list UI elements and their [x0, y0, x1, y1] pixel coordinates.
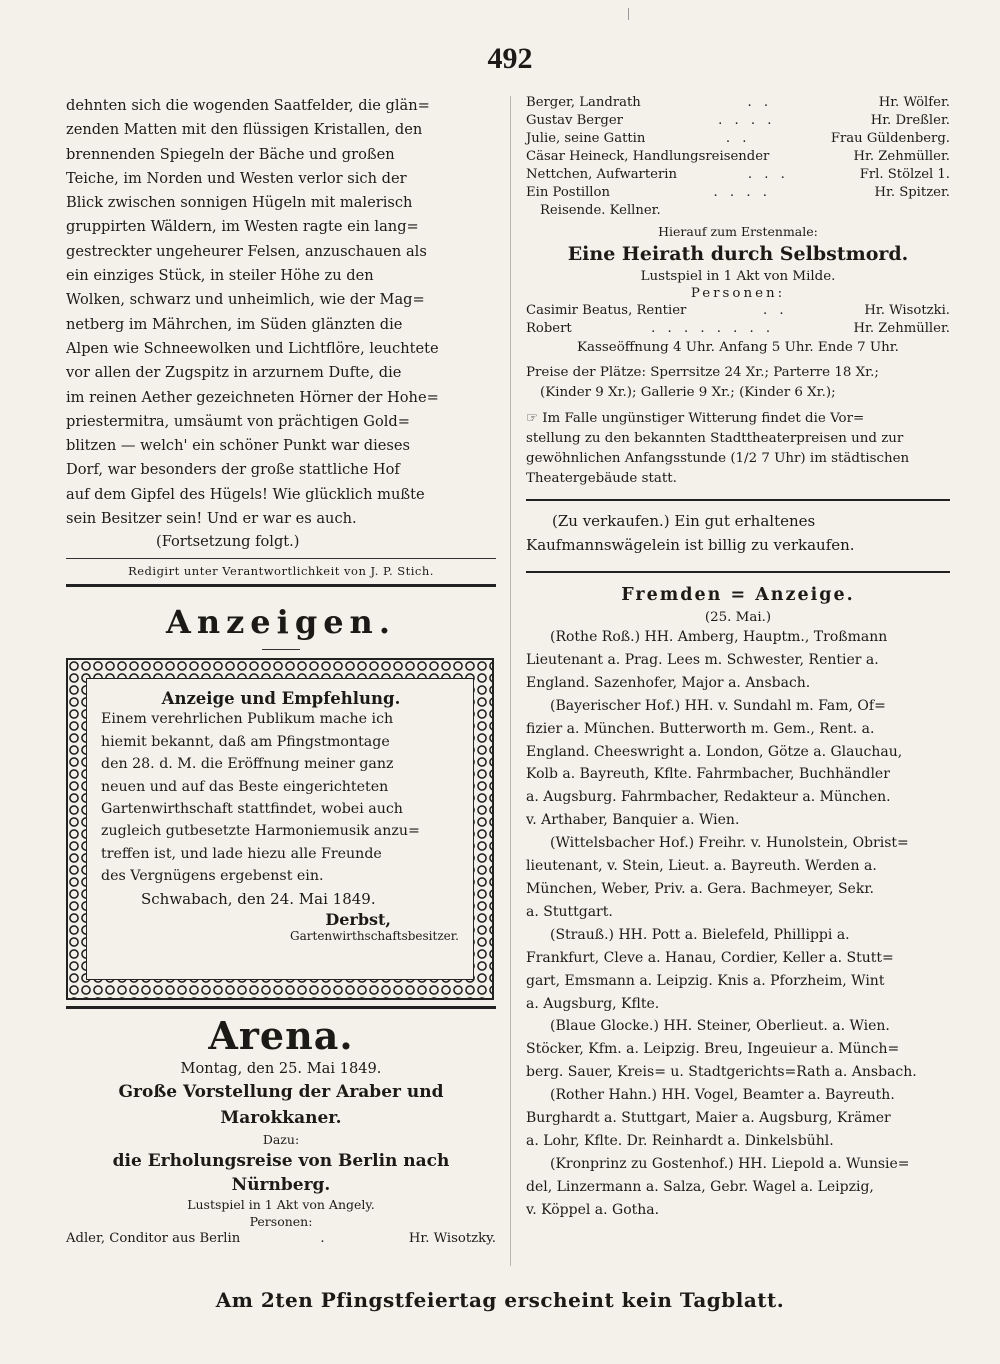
- cast-row: [526, 302, 950, 320]
- arena-date: Montag, den 25. Mai 1849.: [180, 1060, 382, 1078]
- fremden-title: Fremden = Anzeige.: [621, 585, 855, 605]
- weather-note-line: gewöhnlichen Anfangsstunde (1/2 7 Uhr) im städtischen: [526, 451, 910, 466]
- guest-line: (Strauß.) HH. Pott a. Bielefeld, Phillippi a.: [550, 926, 850, 943]
- leader-dots: . . . .: [718, 113, 776, 128]
- editor-note: Redigirt unter Verantwortlichkeit von J. P. Stich.: [66, 558, 496, 587]
- ad-box-content: [86, 678, 474, 980]
- guest-line: (Rother Hahn.) HH. Vogel, Beamter a. Bayreuth.: [550, 1087, 895, 1104]
- story-line: netberg im Mährchen, im Süden glänzten die: [66, 315, 403, 333]
- guest-line: v. Arthaber, Banquier a. Wien.: [526, 812, 740, 829]
- story-line: Teiche, im Norden und Westen verlor sich der: [66, 169, 407, 187]
- cast-row: [526, 166, 950, 184]
- ad-line: Gartenwirthschaft stattfindet, wobei auch: [101, 800, 403, 817]
- leader-dots: . .: [763, 303, 788, 318]
- section-divider: [526, 571, 950, 573]
- story-line: blitzen — welch' ein schöner Punkt war dieses: [66, 437, 411, 455]
- guest-line: (Bayerischer Hof.) HH. v. Sundahl m. Fam, Of=: [550, 697, 886, 714]
- cast-row: [526, 184, 950, 202]
- leader-dots: [769, 148, 853, 166]
- ad-signature: Derbst,: [325, 909, 391, 929]
- ad-line: Einem verehrlichen Publikum mache ich: [101, 711, 394, 728]
- arena-headline: Große Vorstellung der Araber und: [118, 1082, 444, 1103]
- column-divider: [510, 96, 511, 1266]
- cast-role: Berger, Landrath: [526, 95, 641, 110]
- story-line: gruppirten Wäldern, im Westen ragte ein lang=: [66, 218, 419, 236]
- ad-line: hiemit bekannt, daß am Pfingstmontage: [101, 733, 390, 750]
- prices-line: (Kinder 9 Xr.); Gallerie 9 Xr.; (Kinder 6 Xr.);: [540, 385, 836, 400]
- story-line: Alpen wie Schneewolken und Lichtflöre, leuchtete: [66, 339, 439, 357]
- story-line: priestermitra, umsäumt von prächtigen Gold=: [66, 412, 410, 430]
- right-column: [526, 94, 950, 1222]
- fremden-date: (25. Mai.): [704, 610, 772, 625]
- story-line: dehnten sich die wogenden Saatfelder, die glän=: [66, 97, 430, 114]
- cast-role: Robert: [526, 321, 572, 336]
- guest-line: (Kronprinz zu Gostenhof.) HH. Liepold a. Wunsie=: [550, 1155, 910, 1172]
- ad-line: des Vergnügens ergebenst ein.: [101, 868, 324, 885]
- cast-actor: Hr. Zehmüller.: [853, 321, 950, 336]
- guest-line: v. Köppel a. Gotha.: [526, 1201, 660, 1218]
- guest-line: berg. Sauer, Kreis= u. Stadtgerichts=Rath a. Ansbach.: [526, 1064, 917, 1081]
- story-line: sein Besitzer sein! Und er war es auch.: [66, 510, 357, 528]
- arena-play-title-cont: Nürnberg.: [231, 1175, 331, 1196]
- guest-line: a. Lohr, Kflte. Dr. Reinhardt a. Dinkelsbühl.: [526, 1132, 834, 1149]
- leader-dots: . . . .: [713, 185, 771, 200]
- guest-line: del, Linzermann a. Salza, Gebr. Wagel a. Leipzig,: [526, 1178, 874, 1195]
- weather-note-line: Theatergebäude statt.: [526, 471, 677, 486]
- guest-line: Lieutenant a. Prag. Lees m. Schwester, Rentier a.: [526, 651, 879, 668]
- cast-actor: Hr. Wisotzki.: [864, 303, 950, 318]
- personen-label: Personen:: [690, 286, 786, 301]
- cast-role: Julie, seine Gattin: [526, 131, 646, 146]
- ad-line: den 28. d. M. die Eröffnung meiner ganz: [101, 756, 394, 773]
- guest-line: a. Augsburg. Fahrmbacher, Redakteur a. München.: [526, 789, 891, 806]
- story-line: brennenden Spiegeln der Bäche und großen: [66, 145, 395, 163]
- story-line: Dorf, war besonders der große stattliche Hof: [66, 461, 400, 479]
- leader-dots: .: [320, 1231, 329, 1247]
- ad-heading: Anzeige und Empfehlung.: [161, 689, 401, 709]
- ad-line: treffen ist, und lade hiezu alle Freunde: [101, 845, 382, 862]
- sale-line: (Zu verkaufen.) Ein gut erhaltenes: [552, 512, 816, 530]
- section-divider: [66, 1006, 496, 1009]
- guest-line: Frankfurt, Cleve a. Hanau, Cordier, Keller a. Stutt=: [526, 949, 894, 966]
- ad-place-date: Schwabach, den 24. Mai 1849.: [141, 889, 376, 908]
- cast-actor: Hr. Zehmüller.: [853, 149, 950, 164]
- leader-dots: . .: [725, 131, 751, 146]
- cast-role: Adler, Conditor aus Berlin: [66, 1231, 241, 1247]
- ads-section-title: Anzeigen.: [166, 603, 396, 642]
- arena-headline-cont: Marokkaner.: [220, 1108, 342, 1129]
- continuation-note: (Fortsetzung folgt.): [156, 533, 300, 551]
- weather-note-line: ☞ Im Falle ungünstiger Witterung findet die Vor=: [526, 411, 865, 426]
- cast-role: Ein Postillon: [526, 185, 610, 200]
- guest-line: München, Weber, Priv. a. Gera. Bachmeyer, Sekr.: [526, 880, 874, 897]
- weather-note-line: stellung zu den bekannten Stadttheaterpreisen und zur: [526, 431, 904, 446]
- guest-line: England. Cheeswright a. London, Götze a. Glauchau,: [526, 743, 903, 760]
- ad-line: neuen und auf das Beste eingerichteten: [101, 778, 389, 795]
- leader-dots: . .: [747, 95, 773, 110]
- cast-row: [526, 148, 950, 166]
- section-divider: [526, 499, 950, 501]
- play-title: Eine Heirath durch Selbstmord.: [567, 243, 909, 265]
- print-mark: [628, 8, 629, 20]
- guest-line: lieutenant, v. Stein, Lieut. a. Bayreuth. Werden a.: [526, 858, 877, 875]
- guest-line: gart, Emsmann a. Leipzig. Knis a. Pforzheim, Wint: [526, 972, 885, 989]
- times: Kasseöffnung 4 Uhr. Anfang 5 Uhr. Ende 7 Uhr.: [577, 340, 899, 355]
- left-column: [66, 94, 496, 1248]
- story-line: ein einziges Stück, in steiler Höhe zu den: [66, 267, 374, 285]
- guest-list: [526, 626, 950, 1222]
- cast-actor: Hr. Spitzer.: [874, 185, 950, 200]
- guest-line: (Wittelsbacher Hof.) Freihr. v. Hunolstein, Obrist=: [550, 835, 909, 852]
- cast-actor: Hr. Dreßler.: [870, 113, 950, 128]
- arena-personen: Personen:: [249, 1214, 313, 1230]
- prices-line: Preise der Plätze: Sperrsitze 24 Xr.; Parterre 18 Xr.;: [526, 365, 879, 380]
- story-line: im reinen Aether gezeichneten Hörner der Hohe=: [66, 388, 439, 406]
- story-line: gestreckter ungeheurer Felsen, anzuschauen als: [66, 242, 427, 260]
- cast-row: [526, 112, 950, 130]
- guest-line: Kolb a. Bayreuth, Kflte. Fahrmbacher, Buchhändler: [526, 766, 890, 783]
- story-line: zenden Matten mit den flüssigen Kristallen, den: [66, 121, 423, 139]
- cast-actor: Hr. Wölfer.: [878, 95, 950, 110]
- footer-notice: Am 2ten Pfingstfeiertag erscheint kein Tagblatt.: [215, 1288, 785, 1312]
- arena-play-subtitle: Lustspiel in 1 Akt von Angely.: [187, 1197, 375, 1213]
- guest-line: Stöcker, Kfm. a. Leipzig. Breu, Ingeuieur a. Münch=: [526, 1041, 900, 1058]
- guest-line: a. Stuttgart.: [526, 903, 613, 920]
- story-line: vor allen der Zugspitz in arzurnem Dufte, die: [66, 364, 402, 382]
- guest-line: Burghardt a. Stuttgart, Maier a. Augsburg, Krämer: [526, 1110, 891, 1127]
- cast-actor: Frau Güldenberg.: [830, 131, 950, 146]
- story-line: auf dem Gipfel des Hügels! Wie glücklich mußte: [66, 485, 425, 503]
- ad-line: zugleich gutbesetzte Harmoniemusik anzu=: [101, 823, 420, 840]
- cast-row: [526, 94, 950, 112]
- hierauf: Hierauf zum Erstenmale:: [658, 224, 818, 239]
- guest-line: fizier a. München. Butterworth m. Gem., Rent. a.: [526, 720, 875, 737]
- guest-line: a. Augsburg, Kflte.: [526, 995, 660, 1012]
- cast-row: [526, 130, 950, 148]
- guest-line: (Rothe Roß.) HH. Amberg, Hauptm., Troßmann: [550, 629, 888, 645]
- arena-title: Arena.: [208, 1013, 354, 1059]
- story-line: Blick zwischen sonnigen Hügeln mit malerisch: [66, 194, 413, 212]
- sale-line: Kaufmannswägelein ist billig zu verkaufen.: [526, 536, 855, 554]
- story-text: [66, 94, 496, 531]
- cast-role: Casimir Beatus, Rentier: [526, 303, 687, 318]
- cast-row: [526, 320, 950, 338]
- cast-role: Nettchen, Aufwarterin: [526, 167, 677, 182]
- cast-actor: Frl. Stölzel 1.: [859, 167, 950, 182]
- leader-dots: . . .: [747, 167, 789, 182]
- extras: Reisende. Kellner.: [540, 203, 661, 218]
- ad-signature-title: Gartenwirthschaftsbesitzer.: [290, 928, 459, 943]
- arena-dazu: Dazu:: [262, 1132, 300, 1148]
- cast-role: Gustav Berger: [526, 113, 623, 128]
- arena-play-title: die Erholungsreise von Berlin nach: [112, 1151, 450, 1172]
- cast-row: [66, 1230, 496, 1248]
- page-number: 492: [487, 42, 533, 75]
- guest-line: England. Sazenhofer, Major a. Ansbach.: [526, 674, 811, 691]
- guest-line: (Blaue Glocke.) HH. Steiner, Oberlieut. a. Wien.: [550, 1018, 890, 1035]
- short-divider: [262, 649, 300, 650]
- play-subtitle: Lustspiel in 1 Akt von Milde.: [640, 269, 836, 284]
- leader-dots: . . . . . . . .: [651, 321, 775, 336]
- cast-actor: Hr. Wisotzky.: [408, 1231, 496, 1247]
- cast-role: Cäsar Heineck, Handlungsreisender: [526, 149, 770, 164]
- ad-box-ornamental-border: [66, 658, 494, 1000]
- story-line: Wolken, schwarz und unheimlich, wie der Mag=: [66, 291, 425, 309]
